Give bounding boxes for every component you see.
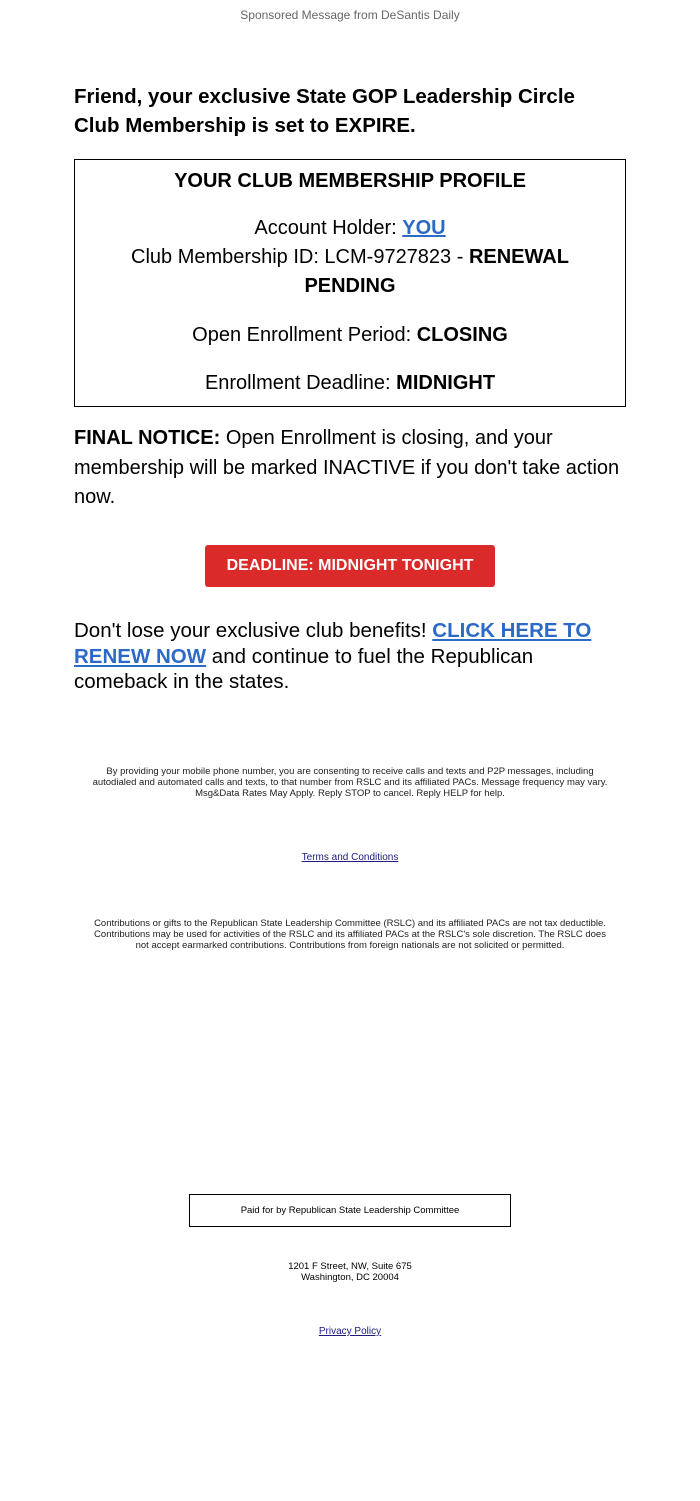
- privacy-container: [0, 1326, 700, 1337]
- headline-line-1: Friend, your exclusive State GOP Leadership Circle: [74, 85, 575, 108]
- membership-id-line: [75, 243, 625, 272]
- renew-text-before: Don't lose your exclusive club benefits!: [74, 619, 433, 642]
- contributions-line-2: Contributions may be used for activities of the RSLC and its affiliated PACs at the RSLC's sole discretion. The RSLC does: [94, 929, 606, 940]
- account-holder-label: Account Holder:: [254, 217, 403, 239]
- deadline-button[interactable]: DEADLINE: MIDNIGHT TONIGHT: [205, 545, 495, 587]
- mailing-address: [0, 1261, 700, 1283]
- contributions-disclaimer: [78, 918, 622, 951]
- contributions-line-1: Contributions or gifts to the Republican State Leadership Committee (RSLC) and its affiliated PACs are not tax deductible.: [94, 918, 606, 929]
- renew-paragraph: [74, 618, 626, 695]
- account-holder-line: [75, 214, 625, 243]
- contributions-line-3: not accept earmarked contributions. Contributions from foreign nationals are not solicited or permitted.: [135, 940, 565, 951]
- renew-text-after: and continue to fuel the Republican comeback in the states.: [74, 644, 534, 693]
- sms-disclaimer-line-3: Msg&Data Rates May Apply. Reply STOP to cancel. Reply HELP for help.: [195, 788, 505, 799]
- sms-disclaimer-line-1: By providing your mobile phone number, you are consenting to receive calls and texts and P2P messages, including: [106, 766, 594, 777]
- enrollment-period-label: Open Enrollment Period:: [192, 324, 417, 346]
- account-holder-link[interactable]: YOU: [402, 217, 446, 239]
- sponsor-line: Sponsored Message from DeSantis Daily: [240, 8, 460, 22]
- terms-link[interactable]: Terms and Conditions: [301, 852, 399, 863]
- privacy-policy-link[interactable]: Privacy Policy: [318, 1326, 382, 1337]
- membership-status-part-1: RENEWAL: [468, 246, 569, 268]
- membership-profile-box: [74, 159, 626, 407]
- paid-for-box: Paid for by Republican State Leadership Committee: [189, 1194, 511, 1227]
- final-notice-label: FINAL NOTICE:: [74, 427, 221, 449]
- membership-status-part-2: PENDING: [304, 275, 396, 297]
- address-line-1: 1201 F Street, NW, Suite 675: [288, 1261, 412, 1272]
- sms-disclaimer-line-2: autodialed and automated calls and texts, to that number from RSLC and its affiliated PACs. Message frequency may vary.: [92, 777, 608, 788]
- enrollment-period-value: CLOSING: [416, 324, 508, 346]
- terms-container: [0, 852, 700, 863]
- renew-now-link[interactable]: CLICK HERE TO RENEW NOW: [74, 619, 592, 668]
- final-notice-text: Open Enrollment is closing, and your membership will be marked INACTIVE if you don't take action now.: [74, 427, 620, 508]
- final-notice: [74, 424, 626, 513]
- enrollment-deadline-line: [75, 369, 625, 398]
- sms-disclaimer: [78, 766, 622, 799]
- membership-id-label: Club Membership ID: LCM-9727823 -: [131, 246, 469, 268]
- headline: [74, 82, 626, 140]
- address-line-2: Washington, DC 20004: [301, 1272, 399, 1283]
- profile-title: YOUR CLUB MEMBERSHIP PROFILE: [174, 170, 526, 192]
- headline-line-2: Club Membership is set to EXPIRE.: [74, 114, 416, 137]
- enrollment-deadline-label: Enrollment Deadline:: [204, 372, 397, 394]
- enrollment-deadline-value: MIDNIGHT: [396, 372, 496, 394]
- membership-status-line: [75, 272, 625, 301]
- enrollment-period-line: [75, 321, 625, 350]
